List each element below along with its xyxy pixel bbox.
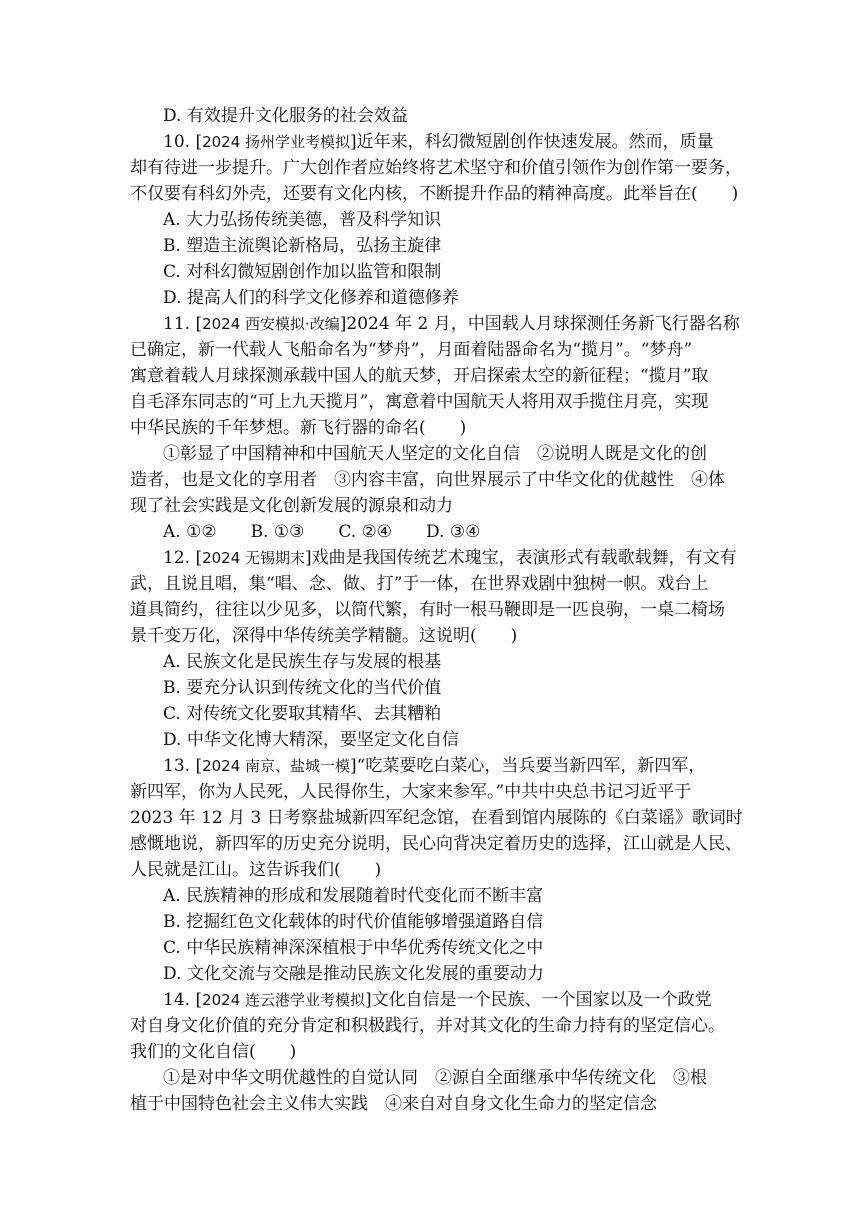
q14-statements-line-2: 植于中国特色社会主义伟大实践 ④来自对自身文化生命力的坚定信念 — [130, 1094, 657, 1114]
q12-stem-line-4: 景千变万化，深得中华传统美学精髓。这说明( ) — [130, 626, 518, 646]
q10-stem-line-3: 不仅要有科幻外壳，还要有文化内核，不断提升作品的精神高度。此举旨在( ) — [130, 184, 739, 204]
q10-option-b: B. 塑造主流舆论新格局，弘扬主旋律 — [163, 236, 442, 256]
q12-source: 2024 无锡期末 — [202, 549, 306, 567]
q11-source: 2024 西安模拟·改编 — [202, 315, 340, 333]
q13-stem-line-1: 13. [2024 南京、盐城一模]“吃菜要吃白菜心，当兵要当新四军，新四军， — [163, 756, 706, 776]
q12-option-c: C. 对传统文化要取其精华、去其糟粕 — [163, 704, 442, 724]
q11-stem-line-4: 自毛泽东同志的“可上九天揽月”，寓意着中国航天人将用双手揽住月亮，实现 — [130, 392, 709, 412]
q11-statements-line-2: 造者，也是文化的享用者 ③内容丰富，向世界展示了中华文化的优越性 ④体 — [130, 470, 725, 490]
q11-statements-line-1: ①彰显了中国精神和中国航天人坚定的文化自信 ②说明人既是文化的创 — [163, 444, 707, 464]
q14-source: 2024 连云港学业考模拟 — [202, 991, 366, 1009]
q11-options: A. ①② B. ①③ C. ②④ D. ③④ — [163, 522, 481, 542]
q13-option-c: C. 中华民族精神深深植根于中华优秀传统文化之中 — [163, 938, 544, 958]
q11-stem-line-1: 11. [2024 西安模拟·改编]2024 年 2 月，中国载人月球探测任务新飞行器名称 — [163, 314, 740, 334]
q13-stem-line-3: 2023 年 12 月 3 日考察盐城新四军纪念馆，在看到馆内展陈的《白菜谣》歌词时 — [130, 808, 743, 828]
q13-option-d: D. 文化交流与交融是推动民族文化发展的重要动力 — [163, 964, 544, 984]
q10-stem-line-1: 10. [2024 扬州学业考模拟]近年来，科幻微短剧创作快速发展。然而，质量 — [163, 132, 714, 152]
q11-stem-line-5: 中华民族的千年梦想。新飞行器的命名( ) — [130, 418, 467, 438]
q13-stem-line-4: 感慨地说，新四军的历史充分说明，民心向背决定着历史的选择，江山就是人民、 — [130, 834, 742, 854]
q12-stem-line-1: 12. [2024 无锡期末]戏曲是我国传统艺术瑰宝，表演形式有载歌载舞，有文有 — [163, 548, 737, 568]
q14-statements-line-1: ①是对中华文明优越性的自觉认同 ②源自全面继承中华传统文化 ③根 — [163, 1068, 707, 1088]
q12-stem-line-3: 道具简约，往往以少见多，以简代繁，有时一根马鞭即是一匹良驹，一桌二椅场 — [130, 600, 725, 620]
q11-stem-line-2: 已确定，新一代载人飞船命名为“梦舟”，月面着陆器命名为“揽月”。“梦舟” — [130, 340, 693, 360]
q10-source: 2024 扬州学业考模拟 — [202, 133, 351, 151]
q14-stem-line-3: 我们的文化自信( ) — [130, 1042, 297, 1062]
q9-option-d: D. 有效提升文化服务的社会效益 — [163, 106, 408, 126]
q11-statements-line-3: 现了社会实践是文化创新发展的源泉和动力 — [130, 496, 453, 516]
q10-option-a: A. 大力弘扬传统美德，普及科学知识 — [163, 210, 442, 230]
q13-stem-line-2: 新四军，你为人民死，人民得你生，大家来参军。”中共中央总书记习近平于 — [130, 782, 692, 802]
q12-option-b: B. 要充分认识到传统文化的当代价值 — [163, 678, 442, 698]
q13-option-a: A. 民族精神的形成和发展随着时代变化而不断丰富 — [163, 886, 544, 906]
q14-stem-line-1: 14. [2024 连云港学业考模拟]文化自信是一个民族、一个国家以及一个政党 — [163, 990, 712, 1010]
q14-stem-line-2: 对自身文化价值的充分肯定和积极践行，并对其文化的生命力持有的坚定信心。 — [130, 1016, 725, 1036]
q13-stem-line-5: 人民就是江山。这告诉我们( ) — [130, 860, 382, 880]
q12-option-a: A. 民族文化是民族生存与发展的根基 — [163, 652, 442, 672]
q10-stem-line-2: 却有待进一步提升。广大创作者应始终将艺术坚守和价值引领作为创作第一要务， — [130, 158, 742, 178]
q11-stem-line-3: 寓意着载人月球探测承载中国人的航天梦，开启探索太空的新征程；“揽月”取 — [130, 366, 709, 386]
q10-option-c: C. 对科幻微短剧创作加以监管和限制 — [163, 262, 442, 282]
q10-option-d: D. 提高人们的科学文化修养和道德修养 — [163, 288, 459, 308]
q13-option-b: B. 挖掘红色文化载体的时代价值能够增强道路自信 — [163, 912, 544, 932]
q12-stem-line-2: 武，且说且唱，集“唱、念、做、打”于一体，在世界戏剧中独树一帜。戏台上 — [130, 574, 709, 594]
q13-source: 2024 南京、盐城一模 — [202, 757, 351, 775]
q12-option-d: D. 中华文化博大精深，要坚定文化自信 — [163, 730, 459, 750]
